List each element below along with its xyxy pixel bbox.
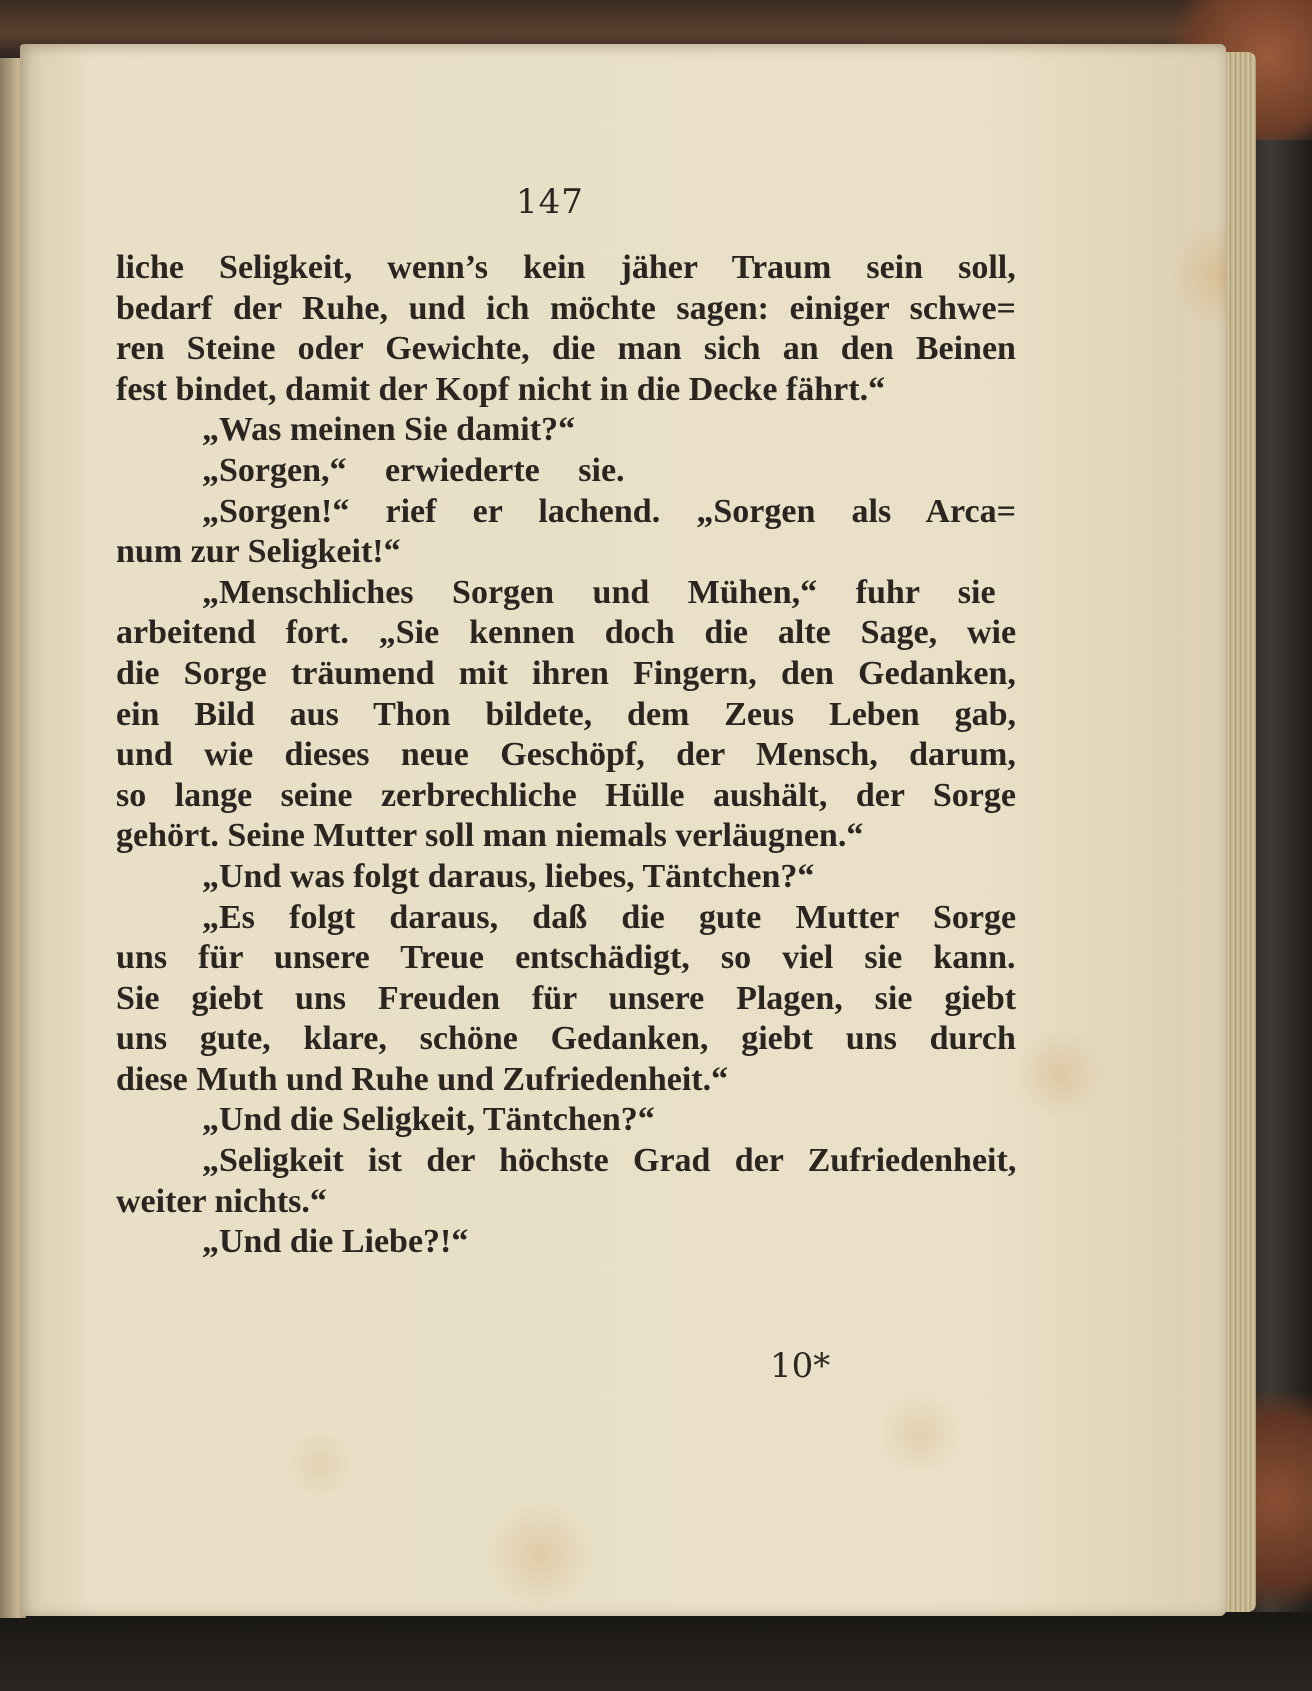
text-line: „Seligkeit ist der höchste Grad der Zufriedenheit,	[202, 1142, 1017, 1180]
text-line: „Und die Liebe?!“	[202, 1223, 469, 1261]
text-line: num zur Seligkeit!“	[116, 533, 401, 571]
text-line: Sie giebt uns Freuden für unsere Plagen, sie giebt	[116, 979, 1017, 1017]
page-text	[116, 248, 1016, 1263]
text-line: „Es folgt daraus, daß die gute Mutter Sorge	[202, 898, 1017, 936]
text-line: diese Muth und Ruhe und Zufriedenheit.“	[116, 1060, 729, 1098]
text-line: ein Bild aus Thon bildete, dem Zeus Leben gab,	[116, 695, 1016, 733]
text-line: „Und was folgt daraus, liebes, Täntchen?“	[202, 857, 815, 895]
text-line: uns für unsere Treue entschädigt, so viel sie kann.	[116, 939, 1016, 977]
text-line: „Sorgen,“ erwiederte sie.	[202, 451, 625, 489]
signature-mark: 10*	[770, 1346, 831, 1386]
text-line: liche Seligkeit, wenn’s kein jäher Traum sein soll,	[116, 249, 1016, 286]
text-line: „Sorgen!“ rief er lachend. „Sorgen als Arca=	[202, 492, 1016, 530]
text-line: gehört. Seine Mutter soll man niemals verläugnen.“	[116, 817, 864, 855]
text-line: bedarf der Ruhe, und ich möchte sagen: einiger schwe=	[116, 289, 1016, 327]
page-block-edges	[1222, 52, 1256, 1612]
text-line: arbeitend fort. „Sie kennen doch die alte Sage, wie	[116, 614, 1017, 652]
text-line: „Und die Seligkeit, Täntchen?“	[202, 1101, 655, 1139]
text-line: die Sorge träumend mit ihren Fingern, den Gedanken,	[116, 654, 1016, 692]
text-line: „Menschliches Sorgen und Mühen,“ fuhr sie	[202, 573, 996, 611]
text-line: so lange seine zerbrechliche Hülle aushält, der Sorge	[116, 776, 1016, 814]
text-line: „Was meinen Sie damit?“	[202, 411, 576, 449]
page-number: 147	[516, 182, 584, 222]
text-line: weiter nichts.“	[116, 1182, 327, 1220]
book-cover-bottom	[0, 1612, 1312, 1691]
text-line: und wie dieses neue Geschöpf, der Mensch, darum,	[116, 736, 1016, 774]
text-line: ren Steine oder Gewichte, die man sich an den Beinen	[116, 330, 1016, 368]
text-line: uns gute, klare, schöne Gedanken, giebt uns durch	[116, 1020, 1016, 1058]
text-line: fest bindet, damit der Kopf nicht in die Decke fährt.“	[116, 370, 886, 408]
